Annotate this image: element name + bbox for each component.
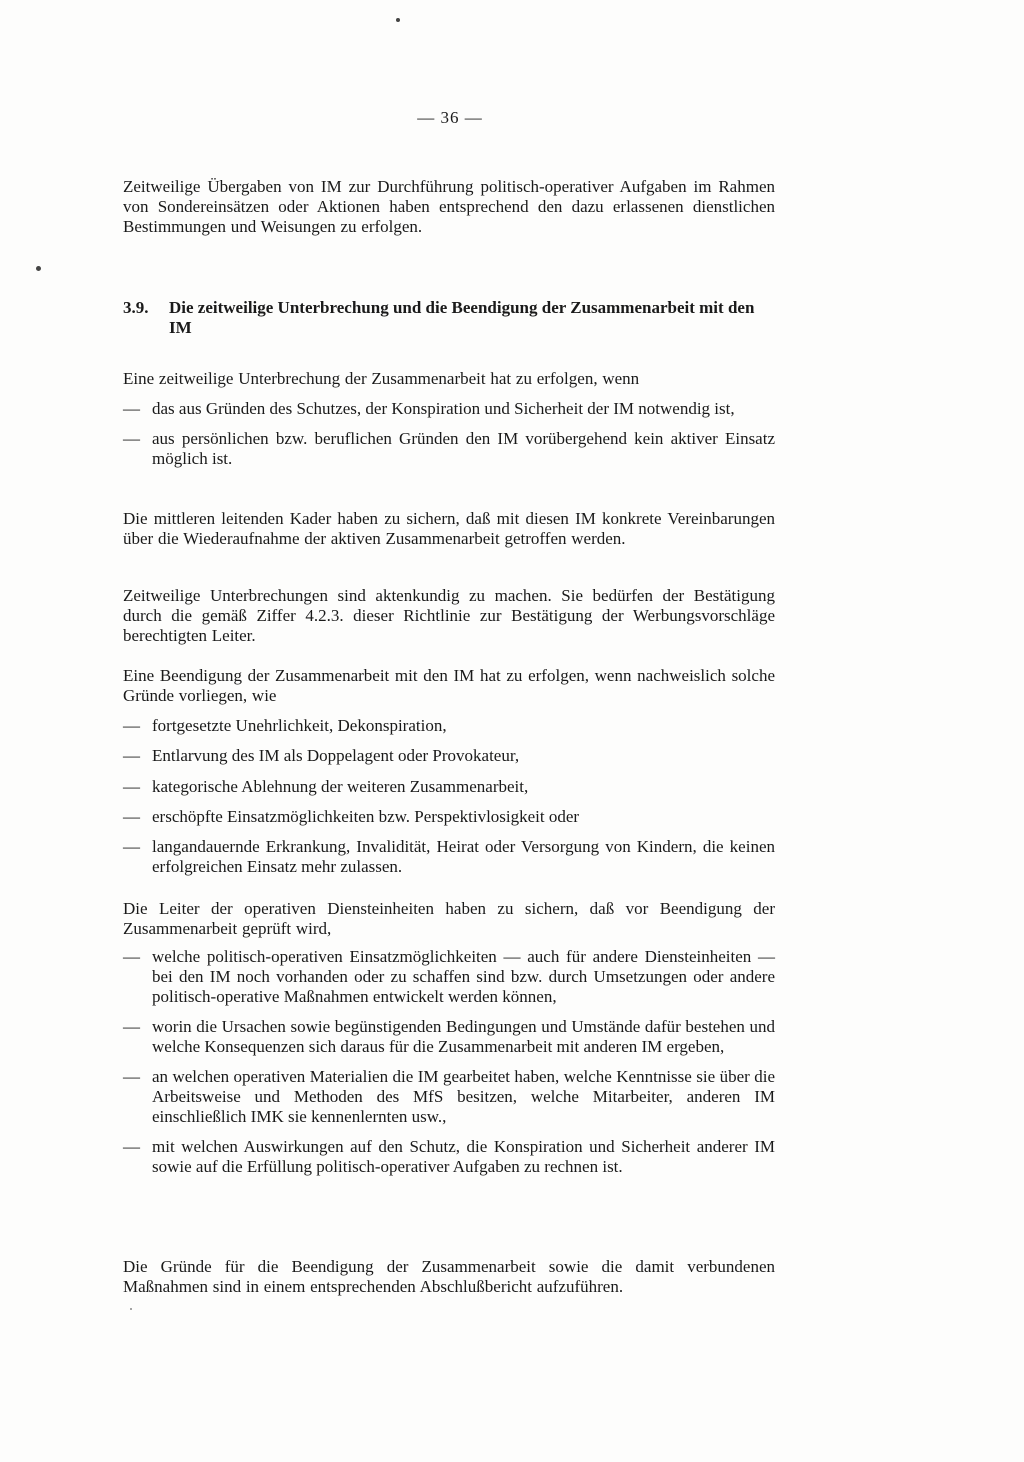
list-dash: — <box>123 1066 140 1086</box>
list-item <box>123 399 775 419</box>
list-item-text: an welchen operativen Materialien die IM gearbeitet haben, welche Kenntnisse sie über die Arbeitsweise und Methoden des MfS besitzen, welche Mitarbeiter, anderen IM einschließlich IMK sie kennenlernten usw., <box>152 1066 775 1126</box>
section-heading <box>123 298 775 338</box>
scan-speck <box>396 18 400 22</box>
review-list <box>123 947 775 1187</box>
scan-speck <box>130 1308 132 1310</box>
review-lead: Die Leiter der operativen Diensteinheiten haben zu sichern, daß vor Beendigung der Zusammenarbeit geprüft wird, <box>123 899 775 938</box>
list-item <box>123 746 775 766</box>
agreements-paragraph: Die mittleren leitenden Kader haben zu sichern, daß mit diesen IM konkrete Vereinbarungen über die Wiederaufnahme der aktiven Zusammenarbeit getroffen werden. <box>123 509 775 548</box>
list-item-text: Entlarvung des IM als Doppelagent oder Provokateur, <box>152 746 520 766</box>
list-dash: — <box>123 399 140 418</box>
page-number: — 36 — <box>417 108 483 127</box>
list-dash: — <box>123 776 140 796</box>
termination-lead: Eine Beendigung der Zusammenarbeit mit den IM hat zu erfolgen, wenn nachweislich solche Gründe vorliegen, wie <box>123 666 775 705</box>
list-item <box>123 1067 775 1126</box>
list-item <box>123 1017 775 1057</box>
list-dash: — <box>123 837 140 857</box>
list-item <box>123 429 775 469</box>
list-item-text: langandauernde Erkrankung, Invalidität, Heirat oder Versorgung von Kindern, die keinen erfolgreichen Einsatz mehr zulassen. <box>152 837 775 876</box>
list-item <box>123 716 775 736</box>
interruption-list <box>123 399 775 479</box>
list-dash: — <box>123 746 140 766</box>
list-dash: — <box>123 429 140 449</box>
list-item-text: worin die Ursachen sowie begünstigenden Bedingungen und Umstände dafür bestehen und welche Konsequenzen sich daraus für die Zusammenarbeit mit anderen IM ergeben, <box>152 1016 775 1056</box>
closing-paragraph: Die Gründe für die Beendigung der Zusammenarbeit sowie die damit verbundenen Maßnahmen sind in einem entsprechenden Abschlußbericht aufzuführen. <box>123 1257 775 1296</box>
list-item <box>123 947 775 1006</box>
list-item-text: das aus Gründen des Schutzes, der Konspiration und Sicherheit der IM notwendig ist, <box>152 399 735 418</box>
list-item-text: fortgesetzte Unehrlichkeit, Dekonspiration, <box>152 716 447 735</box>
list-item-text: aus persönlichen bzw. beruflichen Gründen den IM vorübergehend kein aktiver Einsatz möglich ist. <box>152 429 775 469</box>
list-item-text: erschöpfte Einsatzmöglichkeiten bzw. Perspektivlosigkeit oder <box>152 806 580 826</box>
termination-list <box>123 716 775 887</box>
list-item-text: kategorische Ablehnung der weiteren Zusammenarbeit, <box>152 776 529 796</box>
list-item-text: mit welchen Auswirkungen auf den Schutz, die Konspiration und Sicherheit anderer IM sowie auf die Erfüllung politisch-operativer Aufgaben zu rechnen ist. <box>152 1136 775 1176</box>
interruption-lead: Eine zeitweilige Unterbrechung der Zusammenarbeit hat zu erfolgen, wenn <box>123 369 640 388</box>
list-dash: — <box>123 947 140 966</box>
list-dash: — <box>123 716 140 735</box>
list-item-text: welche politisch-operativen Einsatzmöglichkeiten — auch für andere Diensteinheiten — bei den IM noch vorhanden oder zu schaffen sind bzw. durch Umsetzungen oder andere politisch-operative Maßnahmen entwickelt werden können, <box>152 947 775 1006</box>
list-item <box>123 1137 775 1177</box>
intro-paragraph: Zeitweilige Übergaben von IM zur Durchführung politisch-operativer Aufgaben im Rahmen von Sondereinsätzen oder Aktionen haben entsprechend den dazu erlassenen dienstlichen Bestimmungen und Weisungen zu erfolgen. <box>123 177 775 236</box>
list-item <box>123 837 775 877</box>
section-title: Die zeitweilige Unterbrechung und die Beendigung der Zusammenarbeit mit den IM <box>169 298 755 337</box>
documentation-paragraph: Zeitweilige Unterbrechungen sind aktenkundig zu machen. Sie bedürfen der Bestätigung durch die gemäß Ziffer 4.2.3. dieser Richtlinie zur Bestätigung der Werbungsvorschläge berechtigten Leiter. <box>123 586 775 645</box>
list-item <box>123 807 775 827</box>
list-dash: — <box>123 1136 140 1156</box>
scan-speck <box>36 266 41 271</box>
list-dash: — <box>123 1016 140 1036</box>
list-item <box>123 777 775 797</box>
section-number: 3.9. <box>123 298 149 317</box>
list-dash: — <box>123 806 140 826</box>
